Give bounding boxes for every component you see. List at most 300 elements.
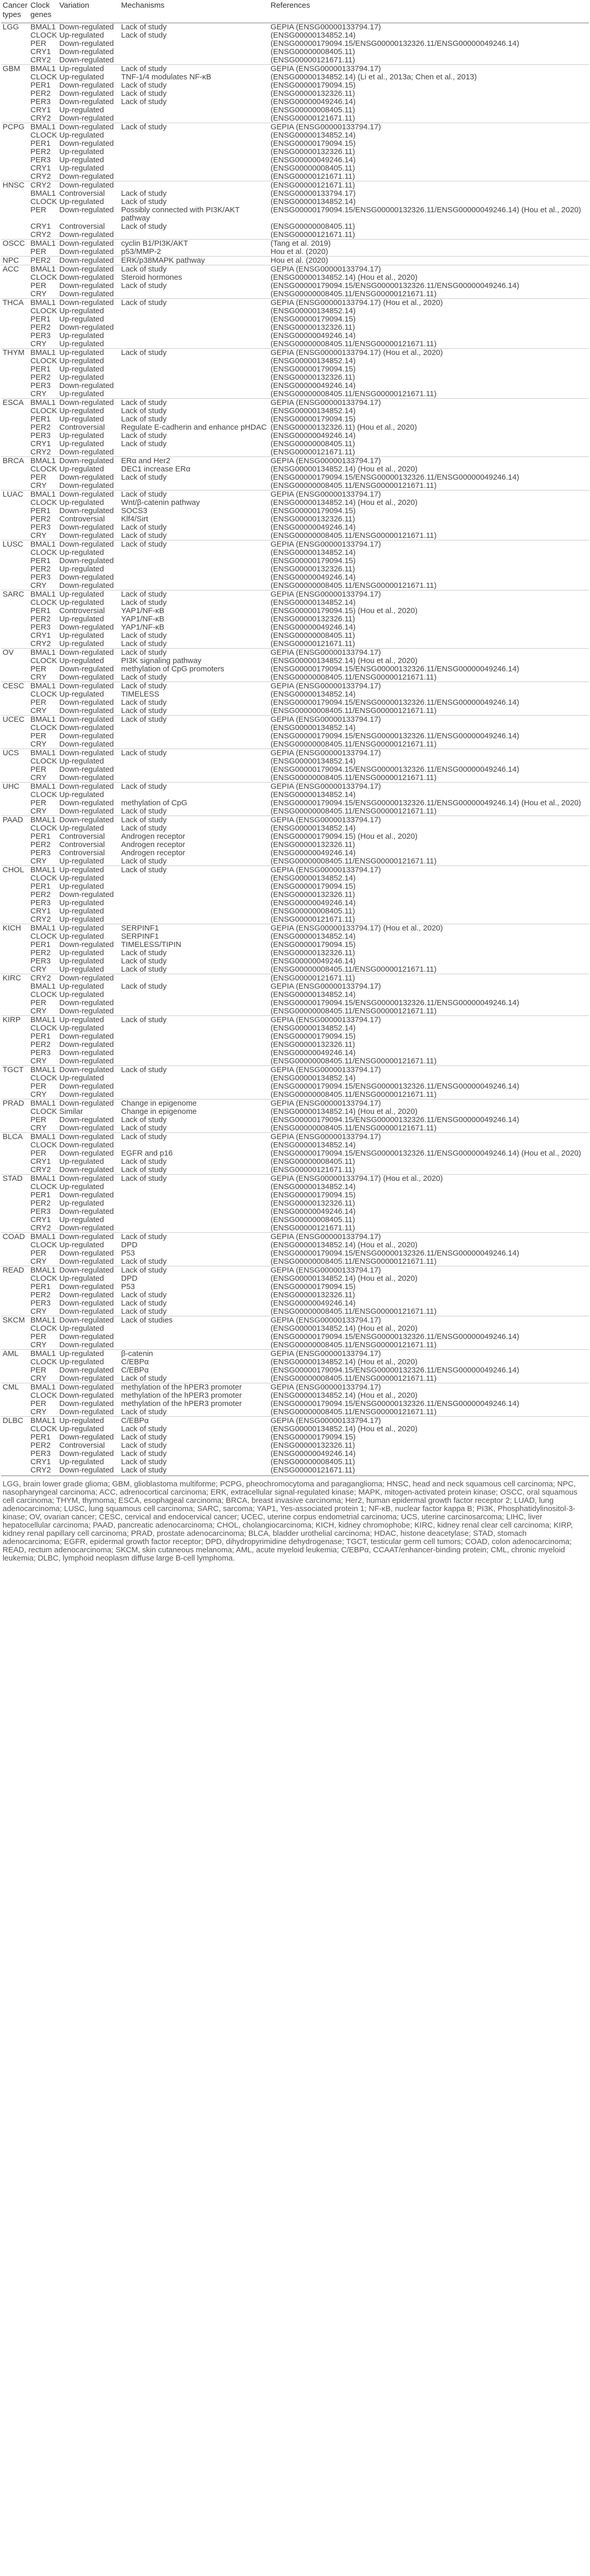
reference-cell: (ENSG00000179094.15) (271, 1433, 356, 1442)
cancer-type-cell: OSCC (1, 240, 29, 248)
mechanism-cell: EGFR and p16 (121, 1149, 173, 1158)
mechanism-cell: Lack of study (121, 407, 167, 415)
clock-gene-cell: BMAL1 (29, 649, 58, 657)
clock-gene-cell: CRY (30, 1007, 47, 1015)
clock-gene-cell: PER1 (30, 315, 51, 324)
mechanism-cell: Lack of studies (120, 1316, 269, 1325)
reference-cell: (ENSG00000008405.11) (271, 907, 356, 916)
clock-gene-cell: PER2 (30, 841, 51, 849)
cancer-type-cell (1, 1032, 29, 1041)
clock-gene-cell: CRY2 (30, 231, 51, 239)
mechanism-cell: Lack of study (121, 98, 167, 106)
variation-cell: Down-regulated (58, 783, 120, 791)
cancer-type-cell: OV (1, 649, 29, 657)
variation-cell: Controversial (59, 423, 105, 432)
clock-gene-cell: CRY1 (30, 223, 51, 231)
mechanism-cell: Lack of study (120, 1133, 269, 1142)
clock-gene-cell: BMAL1 (29, 1016, 58, 1025)
reference-cell: GEPIA (ENSG00000133794.17) (269, 265, 589, 274)
cancer-type-cell (1, 949, 29, 957)
mechanism-cell (120, 48, 269, 56)
mechanism-cell (120, 482, 269, 490)
variation-cell: Down-regulated (59, 1466, 114, 1475)
table-row (1, 265, 589, 274)
clock-gene-cell: PER (30, 665, 46, 673)
table-row (1, 1133, 589, 1142)
clock-gene-cell: CRY2 (30, 640, 51, 648)
variation-cell: Down-regulated (59, 448, 114, 456)
mechanism-cell: Lack of study (121, 1291, 167, 1299)
mechanism-cell: Lack of study (121, 699, 167, 707)
mechanism-cell: Lack of study (121, 440, 167, 448)
table-row (1, 507, 589, 515)
variation-cell: Down-regulated (59, 1408, 114, 1416)
table-row (1, 1066, 589, 1075)
reference-cell: GEPIA (ENSG00000133794.17) (Hou et al., 2020) (269, 924, 589, 933)
table-row (1, 749, 589, 758)
cancer-type-cell (1, 1333, 29, 1341)
variation-cell: Down-regulated (58, 1233, 120, 1242)
reference-cell: (ENSG00000179094.15/ENSG00000132326.11/ENSG00000049246.14) (Hou et al., 2020) (271, 206, 581, 214)
table-row (1, 399, 589, 408)
clock-gene-cell: CRY (30, 857, 47, 866)
mechanism-cell: Lack of study (121, 432, 167, 440)
table-row (1, 941, 589, 949)
table-row (1, 432, 589, 440)
table-row (1, 891, 589, 899)
variation-cell: Up-regulated (59, 657, 104, 665)
variation-cell: Up-regulated (59, 1275, 104, 1283)
reference-cell: GEPIA (ENSG00000133794.17) (269, 590, 589, 599)
mechanism-cell (120, 1333, 269, 1341)
cancer-type-cell (1, 965, 29, 974)
clock-gene-cell: CLOCK (30, 499, 57, 507)
mechanism-cell (120, 1049, 269, 1057)
mechanism-cell: ERK/p38MAPK pathway (120, 257, 269, 265)
reference-cell: (ENSG00000134852.14) (Li et al., 2013a; Chen et al., 2013) (271, 73, 477, 81)
clock-gene-cell: PER3 (30, 432, 51, 440)
cancer-type-cell (1, 883, 29, 891)
reference-cell: (ENSG00000008405.11/ENSG00000121671.11) (271, 1091, 437, 1099)
reference-cell: (ENSG00000179094.15) (271, 507, 356, 515)
table-row (1, 40, 589, 48)
cancer-type-cell (1, 1425, 29, 1433)
variation-cell: Up-regulated (59, 791, 104, 799)
mechanism-cell (120, 315, 269, 324)
reference-cell: (ENSG00000121671.11) (271, 1166, 356, 1174)
table-row (1, 415, 589, 423)
clock-gene-cell: CLOCK (30, 1241, 57, 1249)
mechanism-cell (120, 582, 269, 590)
reference-cell: (ENSG00000132326.11) (271, 1291, 356, 1299)
reference-cell: (ENSG00000134852.14) (Hou et al., 2020) (271, 499, 418, 507)
variation-cell: Up-regulated (58, 65, 120, 74)
variation-cell: Down-regulated (59, 1007, 114, 1015)
table-row (1, 1375, 589, 1383)
reference-cell: (ENSG00000179094.15/ENSG00000132326.11/ENSG00000049246.14) (271, 699, 519, 707)
reference-cell: (ENSG00000008405.11) (271, 440, 356, 448)
table-row (1, 874, 589, 883)
clock-gene-cell: CRY1 (30, 1158, 51, 1166)
cancer-type-cell: LUAC (1, 490, 29, 499)
reference-cell: (ENSG00000179094.15/ENSG00000132326.11/ENSG00000049246.14) (271, 732, 519, 740)
variation-cell: Up-regulated (59, 757, 104, 766)
reference-cell: (ENSG00000008405.11/ENSG00000121671.11) (271, 857, 437, 866)
table-row (1, 365, 589, 374)
clock-gene-cell: PER2 (30, 1442, 51, 1450)
reference-cell: (ENSG00000008405.11/ENSG00000121671.11) (271, 340, 437, 348)
clock-gene-cell: BMAL1 (29, 123, 58, 132)
clock-gene-cell: CRY2 (30, 1166, 51, 1174)
variation-cell: Down-regulated (59, 1258, 114, 1266)
clock-gene-cell: CRY (30, 673, 47, 682)
reference-cell: (ENSG00000179094.15/ENSG00000132326.11/ENSG00000049246.14) (271, 1333, 519, 1341)
variation-cell: Similar (59, 1108, 83, 1116)
clock-gene-cell: BMAL1 (29, 866, 58, 875)
variation-cell: Down-regulated (58, 490, 120, 499)
variation-cell: Controversial (59, 833, 105, 841)
reference-cell: (ENSG00000121671.11) (271, 916, 356, 924)
reference-cell: (ENSG00000179094.15) (271, 883, 356, 891)
table-row (1, 1283, 589, 1291)
table-row (1, 407, 589, 415)
clock-gene-cell: CLOCK (30, 991, 57, 999)
reference-cell: (ENSG00000134852.14) (271, 599, 356, 607)
mechanism-cell: Lack of study (121, 81, 167, 90)
mechanism-cell: Lack of study (121, 673, 167, 682)
mechanism-cell (120, 565, 269, 573)
cancer-type-cell (1, 1325, 29, 1333)
reference-cell: GEPIA (ENSG00000133794.17) (271, 982, 381, 991)
table-row (1, 1341, 589, 1350)
reference-cell: (ENSG00000121671.11) (271, 173, 356, 181)
variation-cell: Up-regulated (59, 390, 104, 398)
variation-cell: Controversial (59, 190, 105, 198)
table-row (1, 1224, 589, 1233)
clock-gene-cell: CRY2 (30, 448, 51, 456)
mechanism-cell (120, 148, 269, 156)
mechanism-cell: Lack of study (121, 1299, 167, 1308)
variation-cell: Up-regulated (59, 1425, 104, 1433)
reference-cell: (ENSG00000008405.11) (271, 106, 356, 114)
reference-cell: GEPIA (ENSG00000133794.17) (269, 1133, 589, 1142)
table-row (1, 866, 589, 875)
table-row (1, 699, 589, 707)
table-row (1, 23, 589, 32)
table-row (1, 1425, 589, 1433)
table-row (1, 849, 589, 857)
reference-cell: (ENSG00000179094.15/ENSG00000132326.11/ENSG00000049246.14) (271, 473, 519, 482)
mechanism-cell: YAP1/NF-κB (121, 607, 164, 615)
table-row (1, 1124, 589, 1133)
mechanism-cell: Lack of study (121, 632, 167, 640)
reference-cell: (ENSG00000134852.14) (271, 1074, 356, 1082)
mechanism-cell (120, 573, 269, 582)
table-row (1, 148, 589, 156)
clock-gene-cell: CLOCK (30, 307, 57, 315)
variation-cell: Up-regulated (58, 1350, 120, 1359)
mechanism-cell: Lack of study (121, 1450, 167, 1458)
reference-cell: (ENSG00000134852.14) (Hou et al., 2020) (271, 657, 418, 665)
table-row (1, 841, 589, 849)
reference-cell: (ENSG00000132326.11) (271, 615, 356, 623)
reference-cell: (ENSG00000132326.11) (271, 891, 356, 899)
clock-gene-cell: PER1 (30, 557, 51, 565)
table-row (1, 599, 589, 607)
cancer-type-cell: KICH (1, 924, 29, 933)
mechanism-cell (120, 991, 269, 999)
table-row (1, 1366, 589, 1375)
reference-cell: (ENSG00000134852.14) (271, 791, 356, 799)
variation-cell: Down-regulated (59, 582, 114, 590)
table-row (1, 565, 589, 573)
reference-cell: (ENSG00000134852.14) (Hou et al., 2020) (271, 1108, 418, 1116)
reference-cell: (ENSG00000134852.14) (271, 131, 356, 140)
cancer-type-cell: CML (1, 1383, 29, 1392)
cancer-type-cell (1, 282, 29, 290)
clock-gene-cell: CRY1 (30, 106, 51, 114)
clock-gene-cell: BMAL1 (29, 1133, 58, 1142)
mechanism-cell (120, 1183, 269, 1191)
variation-cell: Down-regulated (59, 673, 114, 682)
mechanism-cell (120, 332, 269, 340)
cancer-type-cell (1, 1149, 29, 1158)
table-row (1, 774, 589, 783)
variation-cell: Down-regulated (59, 891, 114, 899)
mechanism-cell: Change in epigenome (121, 1108, 197, 1116)
clock-gene-cell: PER (30, 1400, 46, 1408)
reference-cell: (ENSG00000132326.11) (Hou et al., 2020) (271, 423, 417, 432)
clock-gene-cell: CRY (30, 965, 47, 974)
reference-cell: (ENSG00000134852.14) (Hou et al., 2020) (271, 274, 418, 282)
variation-cell: Down-regulated (59, 81, 114, 90)
table-row (1, 1333, 589, 1341)
cancer-type-cell (1, 1049, 29, 1057)
cancer-type-cell (1, 156, 29, 164)
variation-cell: Down-regulated (59, 48, 114, 56)
clock-gene-cell: CRY2 (30, 916, 51, 924)
table-row (1, 573, 589, 582)
clock-gene-cell: PER2 (30, 148, 51, 156)
mechanism-cell (120, 374, 269, 382)
clock-genes-table (1, 0, 589, 1475)
reference-cell: (ENSG00000134852.14) (271, 824, 356, 833)
reference-cell: GEPIA (ENSG00000133794.17) (269, 749, 589, 758)
cancer-type-cell (1, 857, 29, 866)
cancer-type-cell (1, 1308, 29, 1316)
mechanism-cell (120, 357, 269, 365)
cancer-type-cell (1, 1141, 29, 1149)
cancer-type-cell (1, 665, 29, 673)
table-row (1, 357, 589, 365)
clock-gene-cell: PER3 (30, 1450, 51, 1458)
cancer-type-cell (1, 1124, 29, 1133)
clock-gene-cell: BMAL1 (29, 1417, 58, 1426)
clock-gene-cell: PER1 (30, 1191, 51, 1199)
variation-cell: Down-regulated (59, 140, 114, 148)
variation-cell: Down-regulated (59, 482, 114, 490)
variation-cell: Controversial (59, 223, 105, 231)
reference-cell: (ENSG00000179094.15) (271, 941, 356, 949)
mechanism-cell (120, 1341, 269, 1350)
clock-gene-cell: PER3 (30, 1049, 51, 1057)
table-row (1, 965, 589, 974)
mechanism-cell (120, 1224, 269, 1233)
table-row (1, 248, 589, 257)
reference-cell: (ENSG00000179094.15/ENSG00000132326.11/ENSG00000049246.14) (271, 766, 519, 774)
variation-cell: Up-regulated (59, 615, 104, 623)
clock-gene-cell: PER3 (30, 623, 51, 632)
cancer-type-cell (1, 824, 29, 833)
table-row (1, 499, 589, 507)
cancer-type-cell (1, 48, 29, 56)
reference-cell: (ENSG00000134852.14) (271, 874, 356, 883)
mechanism-cell: Lack of study (121, 1425, 167, 1433)
clock-gene-cell: BMAL1 (29, 490, 58, 499)
clock-gene-cell: BMAL1 (29, 749, 58, 758)
clock-gene-cell: BMAL1 (29, 23, 58, 32)
reference-cell: (ENSG00000121671.11) (271, 56, 356, 64)
clock-gene-cell: PER3 (30, 573, 51, 582)
cancer-type-cell (1, 507, 29, 515)
reference-cell: (ENSG00000134852.14) (Hou et al., 2020) (271, 465, 418, 473)
reference-cell: Hou et al. (2020) (271, 248, 328, 256)
reference-cell: GEPIA (ENSG00000133794.17) (Hou et al., 2020) (269, 1175, 589, 1183)
cancer-type-cell (1, 740, 29, 749)
table-row (1, 1057, 589, 1066)
variation-cell: Up-regulated (59, 857, 104, 866)
reference-cell: (ENSG00000134852.14) (271, 991, 356, 999)
mechanism-cell: Klf4/Sirt (121, 515, 148, 523)
cancer-type-cell: DLBC (1, 1417, 29, 1426)
variation-cell: Down-regulated (59, 724, 114, 732)
cancer-type-cell (1, 532, 29, 540)
clock-gene-cell: CLOCK (30, 690, 57, 699)
variation-cell: Up-regulated (59, 916, 104, 924)
reference-cell: (ENSG00000049246.14) (271, 957, 356, 965)
reference-cell: (ENSG00000049246.14) (271, 1049, 356, 1057)
variation-cell: Up-regulated (59, 1024, 104, 1032)
clock-gene-cell: BMAL1 (29, 457, 58, 466)
table-row (1, 816, 589, 825)
variation-cell: Down-regulated (59, 807, 114, 816)
mechanism-cell: YAP1/NF-κB (121, 623, 164, 632)
cancer-type-cell (1, 833, 29, 841)
variation-cell: Up-regulated (59, 440, 104, 448)
table-row (1, 957, 589, 965)
mechanism-cell: Lack of study (121, 1433, 167, 1442)
clock-gene-cell: CLOCK (30, 1108, 57, 1116)
clock-gene-cell: PER (30, 1116, 46, 1124)
cancer-type-cell: CHOL (1, 866, 29, 875)
clock-gene-cell: CRY2 (30, 1224, 51, 1232)
mechanism-cell: C/EBPα (121, 1358, 149, 1366)
cancer-type-cell (1, 173, 29, 181)
reference-cell: (Tang et al. 2019) (269, 240, 589, 248)
reference-cell: GEPIA (ENSG00000133794.17) (269, 783, 589, 791)
cancer-type-cell (1, 957, 29, 965)
reference-cell: (ENSG00000121671.11) (269, 974, 589, 983)
cancer-type-cell (1, 1208, 29, 1216)
variation-cell: Up-regulated (59, 907, 104, 916)
table-row (1, 1007, 589, 1016)
reference-cell: (ENSG00000121671.11) (269, 181, 589, 190)
reference-cell: (ENSG00000134852.14) (271, 198, 356, 206)
cancer-type-cell (1, 40, 29, 48)
table-row (1, 732, 589, 740)
clock-gene-cell: PER3 (30, 156, 51, 164)
reference-cell: (ENSG00000121671.11) (271, 231, 356, 239)
reference-cell: (ENSG00000133794.17) (271, 190, 356, 198)
cancer-type-cell: PRAD (1, 1099, 29, 1108)
variation-cell: Down-regulated (58, 682, 120, 691)
table-row (1, 974, 589, 983)
variation-cell: Up-regulated (59, 156, 104, 164)
header-clock-genes: Clock genes (29, 0, 58, 23)
variation-cell: Down-regulated (59, 707, 114, 715)
clock-gene-cell: CRY2 (30, 56, 51, 64)
reference-cell: GEPIA (ENSG00000133794.17) (269, 1233, 589, 1242)
clock-gene-cell: PER2 (30, 891, 51, 899)
reference-cell: (ENSG00000134852.14) (271, 690, 356, 699)
clock-gene-cell: CLOCK (30, 1392, 57, 1400)
table-row (1, 423, 589, 432)
cancer-type-cell (1, 390, 29, 399)
mechanism-cell (120, 557, 269, 565)
reference-cell: GEPIA (ENSG00000133794.17) (269, 540, 589, 549)
variation-cell: Down-regulated (59, 1082, 114, 1091)
variation-cell: Down-regulated (58, 1133, 120, 1142)
reference-cell: Hou et al. (2020) (269, 257, 589, 265)
table-row (1, 1158, 589, 1166)
mechanism-cell: Regulate E-cadherin and enhance pHDAC (121, 423, 267, 432)
variation-cell: Up-regulated (58, 1417, 120, 1426)
variation-cell: Down-regulated (59, 40, 114, 48)
mechanism-cell (120, 1216, 269, 1224)
cancer-type-cell (1, 1400, 29, 1408)
reference-cell: (ENSG00000049246.14) (271, 432, 356, 440)
table-row (1, 1149, 589, 1158)
cancer-type-cell (1, 640, 29, 649)
mechanism-cell: Lack of study (121, 1158, 167, 1166)
mechanism-cell (120, 40, 269, 48)
variation-cell: Up-regulated (59, 1158, 104, 1166)
mechanism-cell (120, 56, 269, 65)
reference-cell: (ENSG00000008405.11/ENSG00000121671.11) (271, 1375, 437, 1383)
cancer-type-cell (1, 223, 29, 231)
variation-cell: Down-regulated (59, 1149, 114, 1158)
reference-cell: (ENSG00000132326.11) (271, 90, 356, 98)
mechanism-cell (120, 874, 269, 883)
cancer-type-cell (1, 673, 29, 682)
mechanism-cell (120, 181, 269, 190)
reference-cell: (ENSG00000179094.15/ENSG00000132326.11/ENSG00000049246.14) (Hou et al., 2020) (271, 1149, 581, 1158)
cancer-type-cell (1, 991, 29, 999)
clock-gene-cell: PER (30, 1333, 46, 1341)
reference-cell: (ENSG00000049246.14) (271, 899, 356, 907)
variation-cell: Up-regulated (59, 1358, 104, 1366)
mechanism-cell: Lack of study (121, 198, 167, 206)
variation-cell: Down-regulated (59, 1091, 114, 1099)
mechanism-cell: β-catenin (120, 1350, 269, 1359)
mechanism-cell: ERα and Her2 (120, 457, 269, 466)
mechanism-cell: Lack of study (120, 749, 269, 758)
variation-cell: Up-regulated (59, 1325, 104, 1333)
reference-cell: (ENSG00000179094.15) (271, 365, 356, 374)
mechanism-cell: C/EBPα (121, 1366, 149, 1375)
mechanism-cell: Lack of study (120, 1266, 269, 1275)
clock-gene-cell: CLOCK (30, 657, 57, 665)
